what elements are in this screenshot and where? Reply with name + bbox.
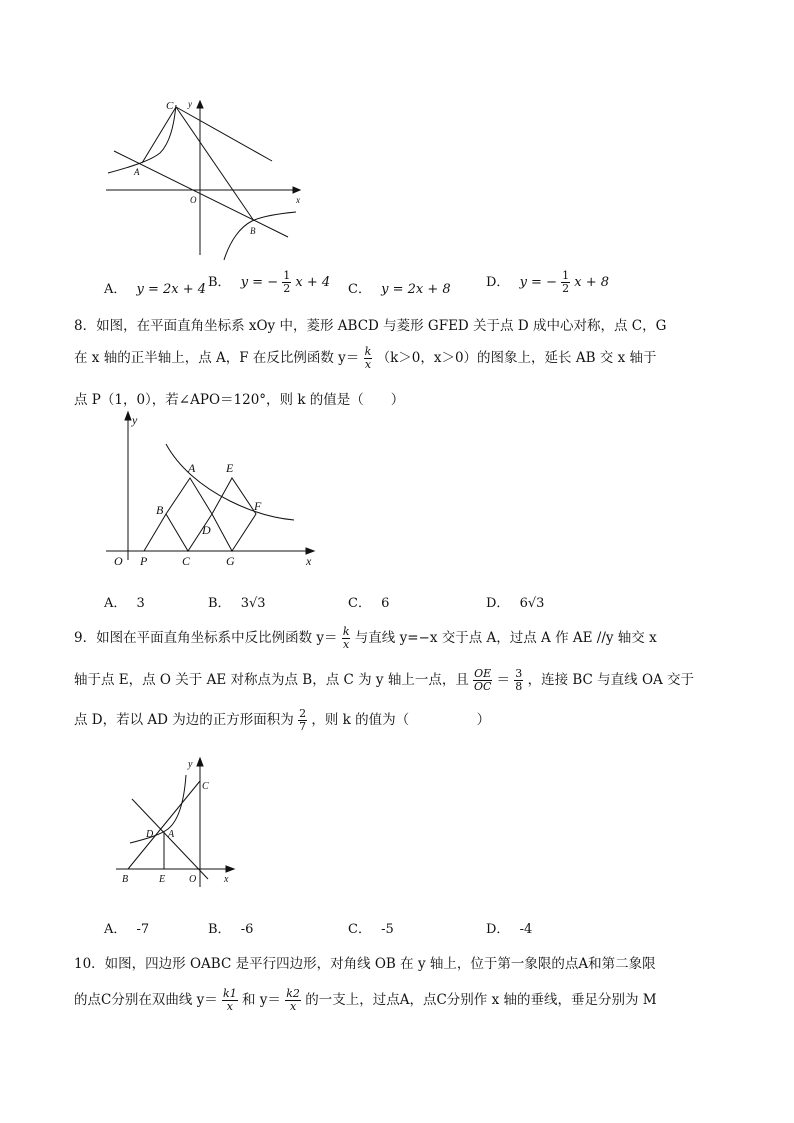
option-letter: D． [486, 596, 510, 611]
q8-line-1: 8．如图，在平面直角坐标系 xOy 中，菱形 ABCD 与菱形 GFED 关于点 D 成中心对称，点 C，G [74, 318, 667, 334]
option-text-post: x + 4 [295, 275, 331, 290]
q8-line-2b: （k＞0，x＞0）的图象上，延长 AB 交 x 轴于 [376, 350, 657, 366]
fraction-numerator: k [342, 625, 350, 638]
q7-line-AB [114, 151, 288, 237]
q8-figure [100, 408, 325, 578]
q8-line-2 [74, 346, 657, 371]
q9-line-2b: ，连接 BC 与直线 OA 交于 [527, 672, 695, 688]
q7-option-a[interactable] [104, 278, 206, 297]
q10-line-2b: 的一支上，过点A，点C分别作 x 轴的垂线，垂足分别为 M [305, 992, 657, 1008]
option-text: 3 [136, 596, 145, 611]
q9-line-2 [74, 668, 694, 693]
option-letter: B． [208, 596, 231, 611]
q10-line-2mid: 和 y＝ [242, 992, 281, 1008]
option-fraction [561, 270, 570, 295]
q8-label-F: F [254, 499, 262, 513]
q7-line-CB [176, 107, 254, 221]
q7-label-A: A [134, 167, 140, 177]
q10-line-1: 10．如图，四边形 OABC 是平行四边形，对角线 OB 在 y 轴上，位于第一象限的点A和第二象限 [74, 956, 656, 972]
q9-label-C: C [202, 781, 209, 792]
fraction-denominator: 7 [299, 720, 307, 733]
q9-label-D: D [146, 829, 154, 840]
q9-y-arrow [197, 758, 203, 766]
fraction-denominator: x [226, 1000, 233, 1013]
q7-option-b[interactable] [208, 270, 330, 295]
q7-figure [100, 95, 310, 265]
option-letter: A． [104, 596, 127, 611]
fraction-numerator: k1 [223, 987, 237, 1000]
option-letter: B． [208, 275, 231, 290]
fraction-numerator: 1 [562, 269, 570, 282]
option-text-pre: y = − [240, 275, 279, 290]
q7-line-CA [142, 107, 176, 163]
q9-figure [112, 755, 242, 895]
q9-option-d[interactable] [486, 918, 532, 937]
fraction-denominator: x [364, 358, 372, 371]
q10-fraction-k2 [285, 988, 301, 1013]
q8-option-c[interactable] [348, 592, 389, 611]
q8-label-D: D [202, 523, 211, 537]
fraction-denominator: 2 [562, 282, 570, 295]
q9-fraction-2-7 [298, 708, 307, 733]
option-text: -4 [519, 922, 533, 937]
q9-label-E: E [159, 874, 166, 885]
q9-option-a[interactable] [104, 918, 149, 937]
q8-y-arrow [125, 412, 131, 420]
q8-option-d[interactable] [486, 592, 544, 611]
q9-line-3a: 点 D，若以 AD 为边的正方形面积为 [74, 712, 294, 728]
q8-label-B: B [156, 503, 164, 517]
q9-line-1a: 9．如图在平面直角坐标系中反比例函数 y＝ [74, 630, 338, 646]
option-text: -5 [381, 922, 394, 937]
q10-line-2a: 的点C分别在双曲线 y＝ [74, 992, 218, 1008]
q8-line-2a: 在 x 轴的正半轴上，点 A，F 在反比例函数 y＝ [74, 350, 360, 366]
q8-label-y: y [132, 413, 138, 427]
fraction-denominator: OC [473, 680, 492, 693]
option-text: -7 [136, 922, 150, 937]
q10-line-2 [74, 988, 657, 1013]
q7-line-C [176, 107, 272, 161]
q9-fraction-k [342, 626, 351, 651]
q9-fraction-oe-oc [473, 668, 492, 693]
q9-line-3 [74, 708, 490, 733]
q8-label-E: E [226, 461, 234, 475]
q8-option-b[interactable] [208, 592, 266, 611]
q8-label-A: A [188, 461, 196, 475]
q7-option-d[interactable] [486, 270, 609, 295]
q7-label-O: O [190, 195, 197, 205]
q9-option-b[interactable] [208, 918, 253, 937]
option-fraction [282, 270, 291, 295]
q8-fraction [364, 346, 373, 371]
fraction-numerator: k [364, 345, 372, 358]
q9-fraction-3-8 [514, 668, 523, 693]
fraction-numerator: k2 [286, 987, 300, 1000]
option-letter: A． [104, 282, 127, 297]
q8-rhombus-GFED [212, 478, 256, 551]
fraction-numerator: 1 [283, 269, 291, 282]
option-letter: B． [208, 922, 231, 937]
option-text-post: x + 8 [574, 275, 610, 290]
q8-line-3: 点 P（1，0），若∠APO＝120°，则 k 的值是（ ） [74, 392, 405, 408]
fraction-denominator: 2 [283, 282, 291, 295]
option-letter: C． [348, 282, 371, 297]
fraction-numerator: OE [474, 667, 492, 680]
option-letter: A． [104, 922, 127, 937]
option-letter: C． [348, 596, 371, 611]
q8-rhombus-ABCD [166, 478, 212, 551]
option-text: 6 [381, 596, 390, 611]
option-letter: D． [486, 275, 510, 290]
q8-label-O: O [114, 554, 123, 568]
fraction-denominator: x [343, 638, 350, 651]
q9-label-y: y [188, 759, 193, 770]
q9-line-3b: ，则 k 的值为（ ） [311, 712, 491, 728]
q9-option-c[interactable] [348, 918, 394, 937]
q9-label-x: x [224, 874, 229, 885]
q9-line-1 [74, 626, 657, 651]
q9-line-2a: 轴于点 E，点 O 关于 AE 对称点为点 B，点 C 为 y 轴上一点，且 [74, 672, 469, 688]
q9-x-arrow [226, 866, 234, 872]
q7-x-arrow [293, 187, 300, 193]
q9-line-1b: 与直线 y=−x 交于点 A，过点 A 作 AE //y 轴交 x [354, 630, 657, 646]
fraction-denominator: x [289, 1000, 297, 1013]
option-text: 3√3 [240, 596, 266, 611]
q8-label-G: G [226, 554, 235, 568]
q8-label-x: x [306, 554, 312, 568]
q9-equals: ＝ [496, 672, 510, 688]
q7-y-arrow [197, 101, 203, 108]
q7-label-y: y [188, 99, 192, 109]
q7-label-C: C [166, 100, 174, 112]
q10-fraction-k1 [222, 988, 238, 1013]
q9-label-A: A [168, 829, 175, 840]
q7-label-B: B [250, 226, 256, 236]
option-text: y = 2x + 8 [381, 282, 451, 297]
q9-label-B: B [122, 874, 129, 885]
fraction-numerator: 3 [515, 667, 523, 680]
q7-label-x: x [296, 195, 300, 205]
option-text-pre: y = − [519, 275, 557, 290]
option-letter: D． [486, 922, 510, 937]
q8-label-C: C [182, 554, 191, 568]
q8-line-BP [144, 514, 166, 551]
q9-label-O: O [189, 874, 197, 885]
option-text: -6 [240, 922, 254, 937]
q8-label-P: P [140, 554, 148, 568]
option-letter: C． [348, 922, 371, 937]
fraction-numerator: 2 [299, 707, 307, 720]
option-text: y = 2x + 4 [136, 282, 207, 297]
q8-option-a[interactable] [104, 592, 145, 611]
fraction-denominator: 8 [515, 680, 523, 693]
option-text: 6√3 [519, 596, 545, 611]
q7-option-c[interactable] [348, 278, 451, 297]
